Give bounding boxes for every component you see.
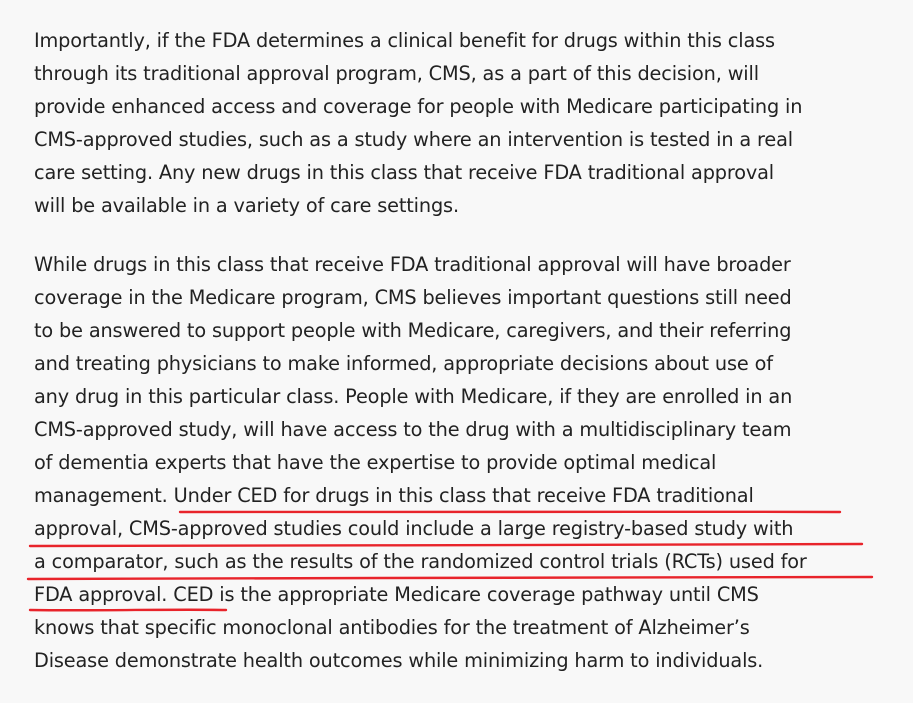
text-line: any drug in this particular class. People with Medicare, if they are enrolled in an xyxy=(34,385,793,408)
text-line: CMS-approved studies, such as a study where an intervention is tested in a real xyxy=(34,128,793,151)
text-line: provide enhanced access and coverage for people with Medicare participating in xyxy=(34,95,803,118)
text-line: Disease demonstrate health outcomes while minimizing harm to individuals. xyxy=(34,649,764,672)
text-line: of dementia experts that have the expertise to provide optimal medical xyxy=(34,451,717,474)
underline-stroke-4 xyxy=(30,610,226,611)
underline-stroke-1 xyxy=(180,512,840,513)
text-line: to be answered to support people with Medicare, caregivers, and their referring xyxy=(34,319,792,342)
text-line: knows that specific monoclonal antibodies for the treatment of Alzheimer’s xyxy=(34,616,750,639)
text-line: and treating physicians to make informed, appropriate decisions about use of xyxy=(34,352,773,375)
text-line: care setting. Any new drugs in this class that receive FDA traditional approval xyxy=(34,161,775,184)
text-line: will be available in a variety of care settings. xyxy=(34,194,459,217)
underline-stroke-3 xyxy=(28,577,872,579)
text-line: FDA approval. CED is the appropriate Medicare coverage pathway until CMS xyxy=(34,583,759,606)
text-line: through its traditional approval program, CMS, as a part of this decision, will xyxy=(34,62,759,85)
text-line: approval, CMS-approved studies could include a large registry-based study with xyxy=(34,517,794,540)
text-line: coverage in the Medicare program, CMS believes important questions still need xyxy=(34,286,792,309)
text-line: a comparator, such as the results of the randomized control trials (RCTs) used for xyxy=(34,550,807,573)
text-line: Importantly, if the FDA determines a clinical benefit for drugs within this class xyxy=(34,29,775,52)
text-line: While drugs in this class that receive FDA traditional approval will have broader xyxy=(34,253,791,276)
underline-stroke-2 xyxy=(30,544,862,546)
text-line: CMS-approved study, will have access to the drug with a multidisciplinary team xyxy=(34,418,792,441)
text-line: management. Under CED for drugs in this class that receive FDA traditional xyxy=(34,484,754,507)
